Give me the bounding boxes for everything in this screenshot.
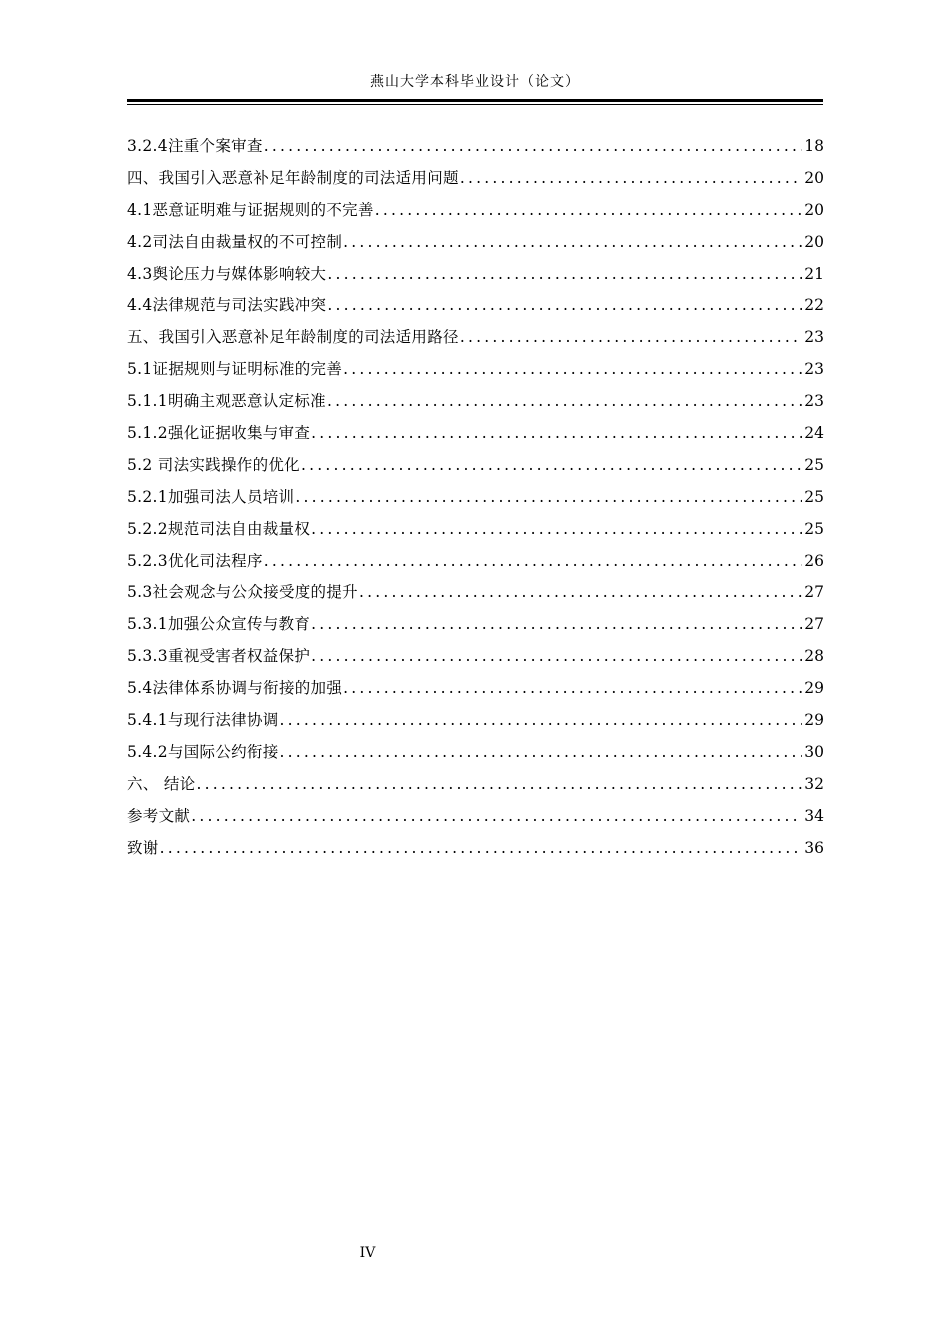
toc-entry-page: 23 bbox=[804, 360, 824, 379]
toc-dot-leader bbox=[311, 514, 802, 546]
toc-entry[interactable] bbox=[127, 737, 824, 769]
toc-entry-title: 5.1.2强化证据收集与审查 bbox=[127, 424, 311, 443]
toc-entry-page: 20 bbox=[804, 232, 824, 251]
header-rule-thin bbox=[127, 104, 823, 105]
toc-dot-leader bbox=[280, 737, 803, 769]
toc-entry[interactable] bbox=[127, 227, 824, 259]
toc-entry[interactable] bbox=[127, 609, 824, 641]
toc-entry-page: 20 bbox=[804, 168, 824, 187]
toc-dot-leader bbox=[327, 386, 802, 418]
toc-entry[interactable] bbox=[127, 354, 824, 386]
toc-entry-page: 25 bbox=[804, 487, 824, 506]
toc-dot-leader bbox=[327, 259, 802, 291]
toc-entry-title: 5.2.3优化司法程序 bbox=[127, 551, 263, 570]
toc-entry[interactable] bbox=[127, 259, 824, 291]
toc-entry-page: 25 bbox=[804, 519, 824, 538]
toc-dot-leader bbox=[311, 418, 802, 450]
toc-entry-title: 5.3.1加强公众宣传与教育 bbox=[127, 615, 311, 634]
toc-entry[interactable] bbox=[127, 131, 824, 163]
toc-entry-title: 5.2 司法实践操作的优化 bbox=[127, 455, 300, 474]
toc-entry-title: 六、 结论 bbox=[127, 774, 196, 793]
toc-entry-page: 24 bbox=[804, 424, 824, 443]
toc-entry-title: 4.4法律规范与司法实践冲突 bbox=[127, 296, 327, 315]
toc-entry-title: 4.1恶意证明难与证据规则的不完善 bbox=[127, 200, 374, 219]
toc-dot-leader bbox=[264, 546, 803, 578]
toc-entry-title: 5.3社会观念与公众接受度的提升 bbox=[127, 583, 358, 602]
page-number: IV bbox=[359, 1245, 376, 1261]
toc-entry[interactable] bbox=[127, 290, 824, 322]
toc-entry-title: 四、我国引入恶意补足年龄制度的司法适用问题 bbox=[127, 168, 459, 187]
toc-dot-leader bbox=[343, 354, 802, 386]
toc-entry-page: 25 bbox=[804, 455, 824, 474]
toc-entry[interactable] bbox=[127, 418, 824, 450]
toc-entry-title: 5.2.2规范司法自由裁量权 bbox=[127, 519, 311, 538]
toc-dot-leader bbox=[280, 705, 803, 737]
toc-entry-title: 5.1.1明确主观恶意认定标准 bbox=[127, 392, 326, 411]
toc-entry[interactable] bbox=[127, 833, 824, 865]
toc-entry-page: 18 bbox=[804, 137, 824, 155]
toc-entry[interactable] bbox=[127, 577, 824, 609]
header-rule-thick bbox=[127, 99, 823, 102]
toc-dot-leader bbox=[343, 227, 802, 259]
toc-entry-page: 22 bbox=[804, 296, 824, 315]
toc-entry-page: 29 bbox=[804, 711, 824, 730]
page-header-title: 燕山大学本科毕业设计（论文） bbox=[370, 74, 580, 90]
toc-entry-page: 20 bbox=[804, 200, 824, 219]
toc-entry-page: 36 bbox=[804, 838, 824, 857]
toc-entry[interactable] bbox=[127, 322, 824, 354]
toc-entry[interactable] bbox=[127, 195, 824, 227]
toc-dot-leader bbox=[311, 609, 802, 641]
toc-dot-leader bbox=[295, 482, 802, 514]
toc-entry-title: 致谢 bbox=[127, 838, 159, 857]
toc-dot-leader bbox=[327, 290, 802, 322]
toc-entry-title: 参考文献 bbox=[127, 806, 191, 825]
toc-entry-title: 4.3舆论压力与媒体影响较大 bbox=[127, 264, 327, 283]
toc-entry[interactable] bbox=[127, 514, 824, 546]
toc-dot-leader bbox=[343, 673, 802, 705]
toc-entry-page: 34 bbox=[804, 806, 824, 825]
toc-entry-page: 27 bbox=[804, 583, 824, 602]
toc-entry-title: 5.1证据规则与证明标准的完善 bbox=[127, 360, 343, 379]
toc-entry[interactable] bbox=[127, 450, 824, 482]
toc-entry-page: 23 bbox=[804, 392, 824, 411]
toc-entry-title: 5.3.3重视受害者权益保护 bbox=[127, 647, 311, 666]
toc-entry-title: 5.4.1与现行法律协调 bbox=[127, 711, 279, 730]
toc-entry-page: 28 bbox=[804, 647, 824, 666]
toc-dot-leader bbox=[359, 577, 802, 609]
toc-entry-title: 五、我国引入恶意补足年龄制度的司法适用路径 bbox=[127, 328, 459, 347]
toc-entry[interactable] bbox=[127, 641, 824, 673]
toc-entry[interactable] bbox=[127, 386, 824, 418]
toc-dot-leader bbox=[311, 641, 802, 673]
toc-entry-page: 26 bbox=[804, 551, 824, 570]
toc-entry-title: 5.4法律体系协调与衔接的加强 bbox=[127, 679, 343, 698]
toc-entry-title: 5.4.2与国际公约衔接 bbox=[127, 742, 279, 761]
toc-entry[interactable] bbox=[127, 546, 824, 578]
toc-entry[interactable] bbox=[127, 163, 824, 195]
toc-dot-leader bbox=[375, 195, 803, 227]
toc-entry[interactable] bbox=[127, 769, 824, 801]
toc-dot-leader bbox=[460, 322, 802, 354]
toc-entry-page: 27 bbox=[804, 615, 824, 634]
toc-entry[interactable] bbox=[127, 801, 824, 833]
toc-dot-leader bbox=[191, 801, 802, 833]
toc-dot-leader bbox=[264, 131, 803, 163]
toc-entry[interactable] bbox=[127, 673, 824, 705]
toc-entry-page: 29 bbox=[804, 679, 824, 698]
toc-entry[interactable] bbox=[127, 482, 824, 514]
toc-entry-page: 21 bbox=[804, 264, 824, 283]
toc-entry[interactable] bbox=[127, 705, 824, 737]
toc-entry-page: 23 bbox=[804, 328, 824, 347]
toc-dot-leader bbox=[301, 450, 802, 482]
toc-dot-leader bbox=[160, 833, 803, 865]
toc-dot-leader bbox=[196, 769, 802, 801]
toc-entry-title: 5.2.1加强司法人员培训 bbox=[127, 487, 295, 506]
toc-entry-title: 4.2司法自由裁量权的不可控制 bbox=[127, 232, 343, 251]
toc-entry-title: 3.2.4注重个案审查 bbox=[127, 137, 263, 155]
toc-dot-leader bbox=[460, 163, 802, 195]
table-of-contents bbox=[127, 131, 824, 864]
toc-entry-page: 30 bbox=[804, 742, 824, 761]
toc-entry-page: 32 bbox=[804, 774, 824, 793]
